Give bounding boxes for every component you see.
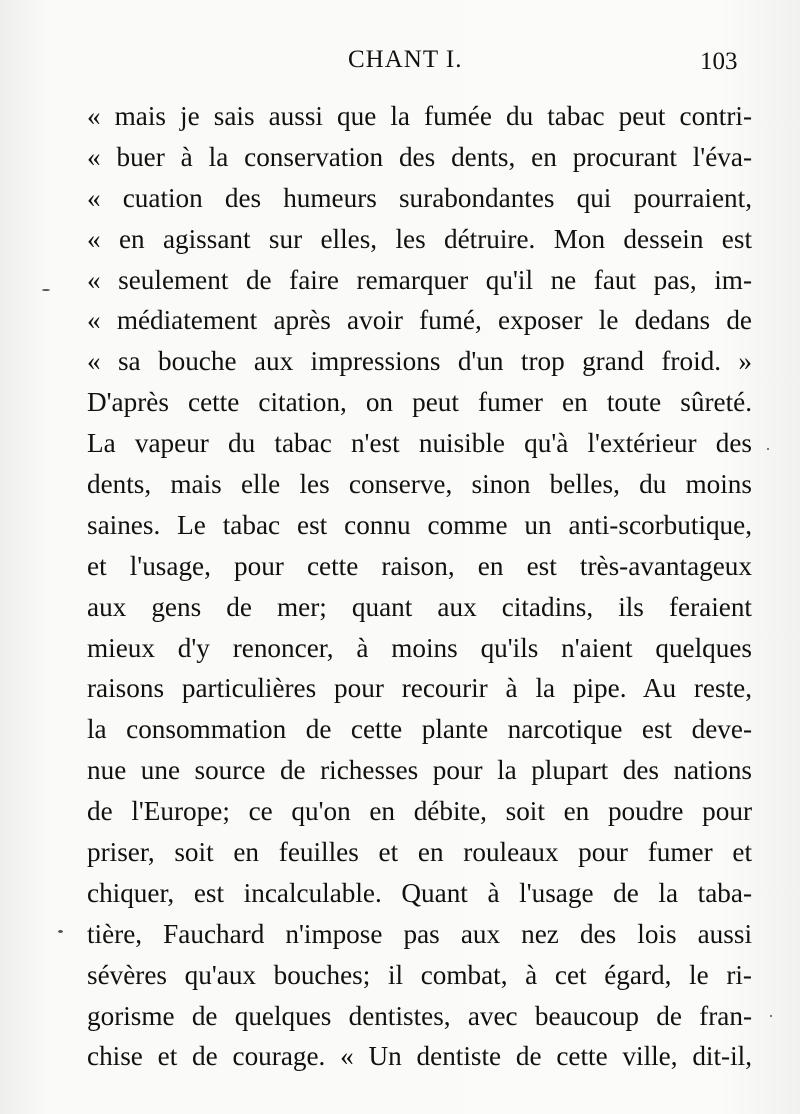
text-line: La vapeur du tabac n'est nuisible qu'à l'extérieur des — [87, 428, 752, 459]
text-line: dents, mais elle les conserve, sinon belles, du moins — [87, 469, 752, 500]
text-line: et l'usage, pour cette raison, en est très-avantageux — [87, 550, 752, 581]
text-line: « seulement de faire remarquer qu'il ne faut pas, im- — [87, 264, 752, 295]
text-line: de l'Europe; ce qu'on en débite, soit en poudre pour — [87, 796, 752, 827]
paper-speck — [58, 930, 63, 933]
text-line: priser, soit en feuilles et en rouleaux pour fumer et — [87, 837, 752, 868]
text-line: « cuation des humeurs surabondantes qui pourraient, — [87, 182, 752, 213]
paper-speck — [770, 1015, 772, 1017]
text-line: raisons particulières pour recourir à la pipe. Au reste, — [87, 673, 752, 704]
running-header — [0, 46, 800, 80]
text-line: mieux d'y renoncer, à moins qu'ils n'aient quelques — [87, 632, 752, 663]
text-line: « mais je sais aussi que la fumée du tabac peut contri- — [87, 101, 752, 131]
paper-speck — [42, 289, 50, 291]
text-line: chise et de courage. « Un dentiste de cette ville, dit-il, — [87, 1041, 752, 1072]
body-text — [87, 96, 752, 1077]
text-line: gorisme de quelques dentistes, avec beaucoup de fran- — [87, 1000, 752, 1031]
paper-speck — [767, 448, 769, 450]
chapter-title: CHANT I. — [348, 46, 463, 73]
text-line: la consommation de cette plante narcotique est deve- — [87, 714, 752, 745]
text-line: aux gens de mer; quant aux citadins, ils feraient — [87, 591, 752, 622]
text-line: « en agissant sur elles, les détruire. Mon dessein est — [87, 223, 752, 254]
text-line: D'après cette citation, on peut fumer en toute sûreté. — [87, 387, 752, 418]
text-line: saines. Le tabac est connu comme un anti-scorbutique, — [87, 509, 752, 540]
text-line: « buer à la conservation des dents, en procurant l'éva- — [87, 141, 752, 172]
text-line: « sa bouche aux impressions d'un trop grand froid. » — [87, 346, 752, 377]
text-line: « médiatement après avoir fumé, exposer le dedans de — [87, 305, 752, 336]
text-line: sévères qu'aux bouches; il combat, à cet égard, le ri- — [87, 959, 752, 990]
text-line: nue une source de richesses pour la plupart des nations — [87, 755, 752, 786]
text-line: chiquer, est incalculable. Quant à l'usage de la taba- — [87, 877, 752, 908]
page-number: 103 — [700, 48, 738, 75]
text-line: tière, Fauchard n'impose pas aux nez des lois aussi — [87, 918, 752, 949]
